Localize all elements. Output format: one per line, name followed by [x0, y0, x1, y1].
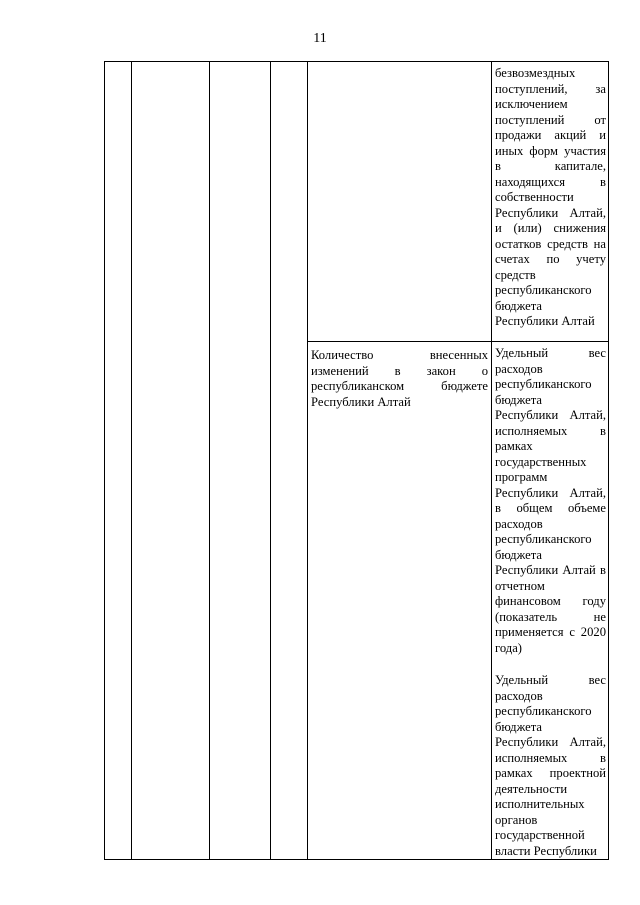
- measure-paragraph-1: Удельный вес расходов республиканского бюджета Республики Алтай, исполняемых в рамках государственных программ Республики Алтай, в общем объеме расходов республиканского бюджета Республики Алтай в отчетном финансовом году (показатель не применяется с 2020 года): [495, 346, 606, 655]
- measure-continuation-text: безвозмездных поступлений, за исключением поступлений от продажи акций и иных форм участия в капитале, находящихся в собственности Республики Алтай, и (или) снижения остатков средств на счетах по учету средств республиканского бюджета Республики Алтай: [495, 66, 606, 328]
- column-1-cell: [105, 62, 132, 860]
- column-5-cell-empty: [308, 62, 492, 342]
- column-2-cell: [132, 62, 210, 860]
- measure-paragraph-2: Удельный вес расходов республиканского бюджета Республики Алтай, исполняемых в рамках проектной деятельности исполнительных органов государственной власти Республики: [495, 673, 606, 858]
- page-number: 11: [313, 31, 327, 46]
- indicator-text: Количество внесенных изменений в закон о республиканском бюджете Республики Алтай: [311, 348, 488, 409]
- measures-cell: [492, 342, 609, 860]
- column-3-cell: [210, 62, 271, 860]
- column-4-cell: [271, 62, 308, 860]
- column-6-cell: [492, 62, 609, 342]
- document-table: [104, 61, 609, 860]
- indicator-cell: [308, 342, 492, 860]
- table-row: [105, 62, 609, 342]
